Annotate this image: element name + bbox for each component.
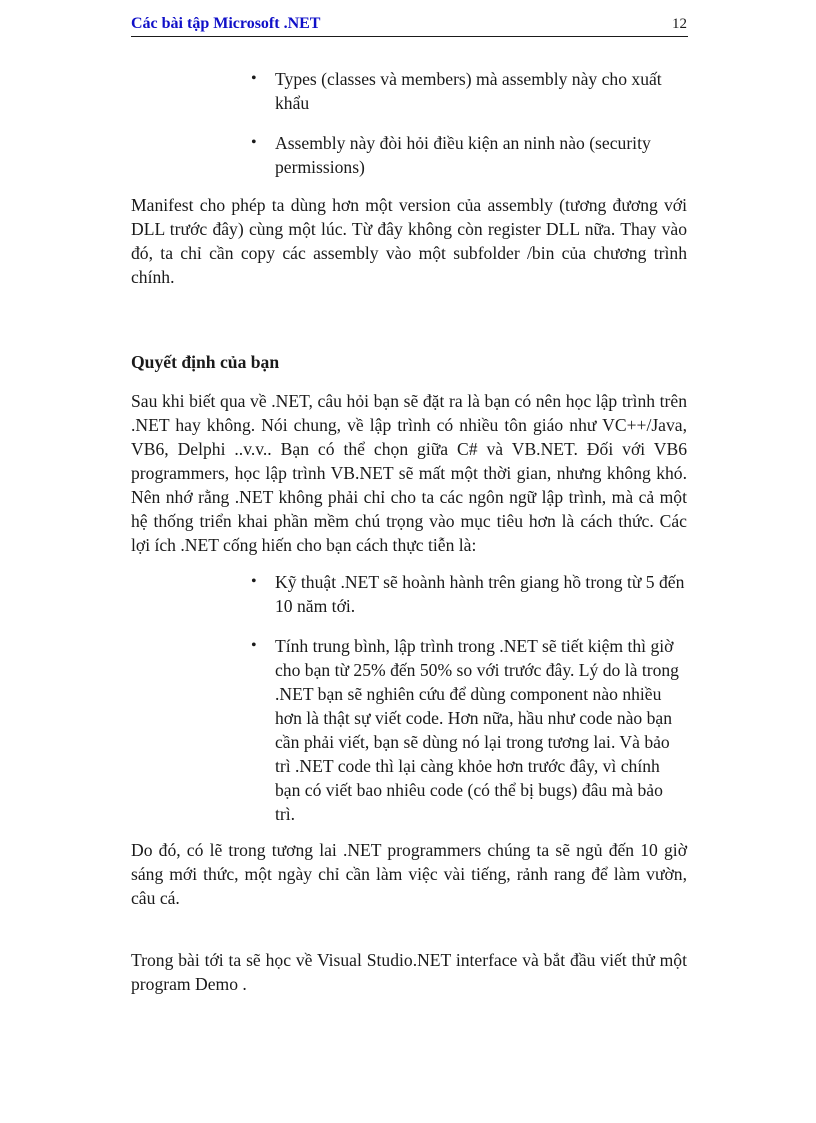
next-lesson-paragraph: Trong bài tới ta sẽ học về Visual Studio.NET interface và bắt đầu viết thử một program Demo .: [131, 950, 687, 994]
list-item-text: Assembly này đòi hỏi điều kiện an ninh nào (security permissions): [275, 133, 651, 177]
assembly-info-list: [131, 67, 687, 179]
header-title: Các bài tập Microsoft .NET: [131, 15, 321, 32]
page-header: [131, 14, 688, 37]
list-item: [131, 570, 687, 618]
bullet-icon: •: [251, 134, 257, 151]
page-number: 12: [672, 16, 687, 32]
section-heading: Quyết định của bạn: [131, 352, 280, 372]
bullet-icon: •: [251, 637, 257, 654]
bullet-icon: •: [251, 70, 257, 87]
conclusion-paragraph: Do đó, có lẽ trong tương lai .NET programmers chúng ta sẽ ngủ đến 10 giờ sáng mới thức, một ngày chỉ cần làm việc vài tiếng, rảnh rang để làm vườn, câu cá.: [131, 840, 687, 908]
list-item: [131, 634, 687, 826]
list-item: [131, 131, 687, 179]
bullet-icon: •: [251, 573, 257, 590]
manifest-paragraph: Manifest cho phép ta dùng hơn một version của assembly (tương đương với DLL trước đây) cùng một lúc. Từ đây không còn register DLL nữa. Thay vào đó, ta chỉ cần copy các assembly vào một subfolder /bin của chương trình chính.: [131, 195, 687, 287]
list-item-text: Kỹ thuật .NET sẽ hoành hành trên giang hồ trong từ 5 đến 10 năm tới.: [275, 572, 685, 616]
list-item-text: Types (classes và members) mà assembly này cho xuất khẩu: [275, 69, 662, 113]
page-content: [131, 67, 687, 996]
list-item: [131, 67, 687, 115]
list-item-text: Tính trung bình, lập trình trong .NET sẽ tiết kiệm thì giờ cho bạn từ 25% đến 50% so với trước đây. Lý do là trong .NET bạn sẽ nghiên cứu để dùng component nào nhiều hơn là thật sự viết code. Hơn nữa, hầu như code nào bạn cần phải viết, bạn sẽ dùng nó lại trong tương lai. Và bảo trì .NET code thì lại càng khỏe hơn trước đây, vì chính bạn có viết bao nhiêu code (có thể bị bugs) đâu mà bảo trì.: [275, 636, 679, 824]
benefits-list: [131, 570, 687, 826]
intro-paragraph: Sau khi biết qua về .NET, câu hỏi bạn sẽ đặt ra là bạn có nên học lập trình trên .NET hay không. Nói chung, về lập trình có nhiều tôn giáo như VC++/Java, VB6, Delphi ..v.v.. Bạn có thể chọn giữa C# và VB.NET. Đối với VB6 programmers, học lập trình VB.NET sẽ mất một thời gian, nhưng không khó. Nên nhớ rằng .NET không phải chỉ cho ta các ngôn ngữ lập trình, mà cả một hệ thống triển khai phần mềm chú trọng vào mục tiêu hơn là cách thức. Các lợi ích .NET cống hiến cho bạn cách thực tiễn là:: [131, 391, 687, 555]
